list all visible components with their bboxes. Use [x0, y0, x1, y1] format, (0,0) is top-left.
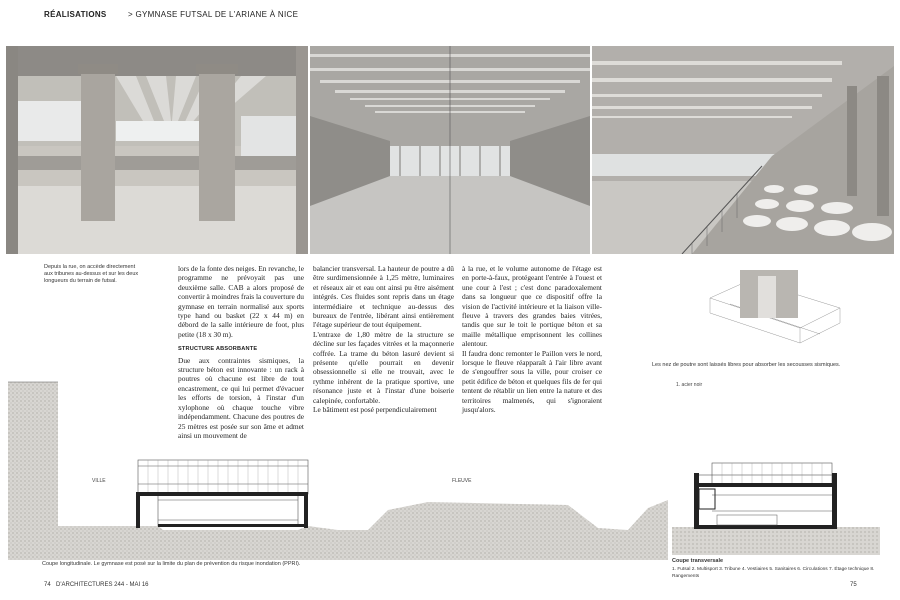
detail-caption: Les nez de poutre sont laissés libres pour absorber les secousses sismiques.	[652, 362, 841, 368]
long-section-caption: Coupe longitudinale. Le gymnase est posé sur la limite du plan de prévention du risque inondation (PPRI).	[42, 561, 301, 567]
paragraph: Le bâtiment est posé perpendiculairement	[313, 405, 437, 415]
detail-drawing	[690, 268, 860, 348]
longitudinal-section	[8, 380, 668, 560]
page-number-left: 74	[44, 582, 51, 588]
photo-stands	[592, 46, 894, 254]
paragraph: lors de la fonte des neiges. En revanche, le programme ne prévoyait pas une deuxième salle. CAB a alors proposé de convertir à moindres frais la couverture du gymnase en terrain normalisé aux sports type hand ou basket (22 x 44 m) en débord de la salle intérieure de foot, plus petite (18 x 30 m).	[178, 264, 305, 339]
photo-hall	[310, 46, 590, 254]
paragraph: à la rue, et le volume autonome de l'étage est en porte-à-faux, protégeant l'entrée à l'ouest et une cour à l'est ; c'est donc paradoxalement dans sa longueur que ce dispositif offre la vision de l'activité intérieure et la liaison ville-fleuve à travers des grandes baies vitrées, tandis que sur le toit le portique béton et sa maille métallique emprisonnent les collines alentour.	[462, 264, 602, 349]
subheading: STRUCTURE ABSORBANTE	[178, 346, 258, 353]
page-number-right: 75	[850, 582, 857, 588]
paragraph: L'entraxe de 1,80 mètre de la structure se décline sur les façades vitrées et la maçonnerie coffrée. La trame du béton lasuré devient si présente qu'elle pourrait en devenir obsessionnelle si elle ne trouvait, avec le rythme inhérent de la pratique sportive, une résonance juste et à l'instar d'une boiserie calepinée, confortable.	[313, 329, 454, 405]
paragraph: balancier transversal. La hauteur de poutre a dû être surdimensionnée à 1,25 mètre, luminaires et réseaux air et eau ont ainsi pu être aisément intégrés. Ces fluides sont repris dans un étage intermédiaire et technique au-dessus des bureaux de l'entrée, libérant ainsi entièrement l'étage supérieur de tout équipement.	[313, 264, 454, 330]
detail-label: 1. acier noir	[676, 382, 703, 388]
ville-label: VILLE	[92, 478, 106, 484]
cross-section-title: Coupe transversale	[672, 558, 724, 564]
cross-section-legend: 1. Futsal 2. Multisport 3. Tribune 4. Vestiaires 5. Sanitaires 6. Circulations 7. Étage technique 8. Rangements	[672, 567, 875, 579]
photo-lobby	[6, 46, 308, 254]
photo-caption: Depuis la rue, on accède directement aux tribunes au-dessus et sur les deux longueurs du terrain de futsal.	[44, 264, 139, 284]
fleuve-label: FLEUVE	[452, 478, 472, 484]
paragraph: Due aux contraintes sismiques, la structure béton est innovante : un rack à poutres où chacune est libre de tout encastrement, ce qui lui permet d'évacuer les efforts de torsion, à l'instar d'un xylophone où chaque touche vibre indépendamment. Chacune des poutres de 25 mètres est posée sur son âme et admet ainsi un mouvement de	[178, 355, 304, 440]
cross-section	[672, 455, 880, 555]
running-title: > GYMNASE FUTSAL DE L'ARIANE À NICE	[128, 10, 299, 19]
paragraph: Il faudra donc remonter le Paillon vers le nord, lorsque le fleuve réapparaît à l'air libre avant de s'engouffrer sous la ville, pour croiser ce petit édifice de béton et quelques fils de fer qui tentent de rétablir un lien entre la nature et des territoires malmenés, qui s'ignoraient jusqu'alors.	[462, 348, 602, 415]
magazine-issue: D'ARCHITECTURES 244 - MAI 16	[56, 582, 149, 588]
section-label: RÉALISATIONS	[44, 10, 107, 19]
